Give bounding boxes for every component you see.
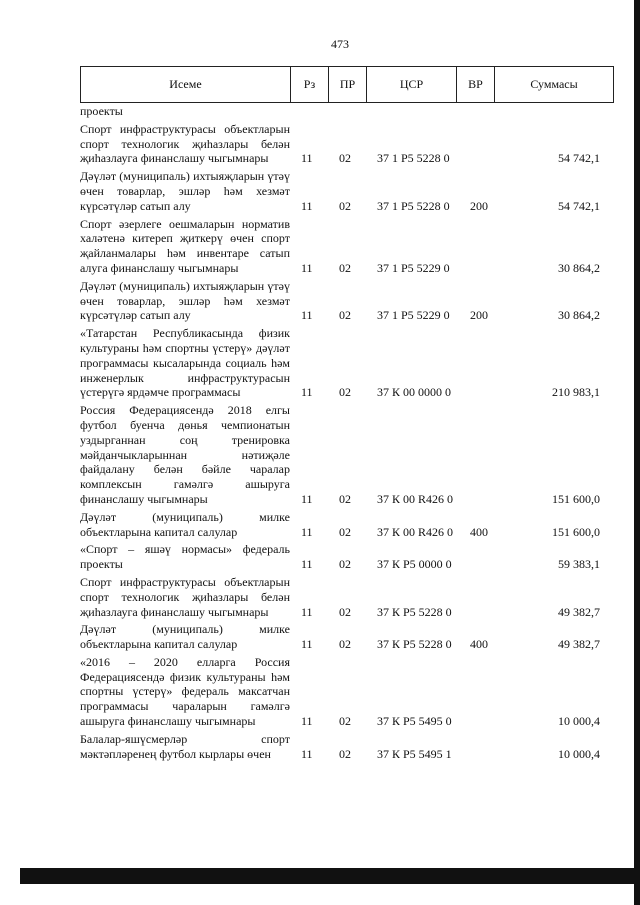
table-row	[80, 542, 620, 572]
row-csr: 37 К Р5 5228 0	[377, 604, 452, 619]
row-sum: 10 000,4	[558, 714, 600, 729]
row-csr: 37 К Р5 5228 0	[377, 637, 452, 652]
row-pr: 02	[339, 260, 351, 275]
row-pr: 02	[339, 198, 351, 213]
row-pr: 02	[339, 557, 351, 572]
row-vr: 400	[470, 524, 488, 539]
row-vr: 400	[470, 637, 488, 652]
row-sum: 54 742,1	[558, 198, 600, 213]
row-csr: 37 К Р5 0000 0	[377, 557, 452, 572]
row-pr: 02	[339, 746, 351, 761]
header-vr: ВР	[457, 67, 495, 102]
row-vr: 200	[470, 308, 488, 323]
row-rz: 11	[301, 491, 313, 506]
row-name: Спорт инфраструктурасы объектларын спорт технологик җиһазлары белән җиһазлауга финанслашу чыгымнары	[80, 574, 290, 619]
row-csr: 37 1 Р5 5229 0	[377, 260, 450, 275]
row-name: Дәүләт (муниципаль) ихтыяҗларын үтәү өчен товарлар, эшләр һәм хезмәт күрсәтүләр сатып алу	[80, 278, 290, 323]
row-csr: 37 К Р5 5495 1	[377, 746, 452, 761]
row-pr: 02	[339, 308, 351, 323]
header-pr: ПР	[329, 67, 367, 102]
row-sum: 49 382,7	[558, 637, 600, 652]
row-pr: 02	[339, 637, 351, 652]
table-row	[80, 217, 620, 276]
table-row	[80, 279, 620, 323]
row-name: «Спорт – яшәү нормасы» федераль проекты	[80, 542, 290, 572]
row-sum: 10 000,4	[558, 746, 600, 761]
page-number: 473	[331, 37, 349, 51]
row-sum: 151 600,0	[552, 491, 600, 506]
row-sum: 30 864,2	[558, 308, 600, 323]
table-row	[80, 732, 620, 762]
row-pr: 02	[339, 524, 351, 539]
row-name: Дәүләт (муниципаль) милке объектларына капитал салулар	[80, 509, 290, 539]
table-row	[80, 575, 620, 619]
row-pr: 02	[339, 151, 351, 166]
row-sum: 49 382,7	[558, 604, 600, 619]
row-vr: 200	[470, 198, 488, 213]
row-rz: 11	[301, 746, 313, 761]
table-row	[80, 403, 620, 507]
row-rz: 11	[301, 604, 313, 619]
header-name: Исеме	[81, 67, 291, 102]
row-rz: 11	[301, 385, 313, 400]
row-csr: 37 1 Р5 5228 0	[377, 198, 450, 213]
scan-edge-shadow	[634, 0, 640, 905]
row-pr: 02	[339, 714, 351, 729]
row-sum: 151 600,0	[552, 524, 600, 539]
row-name: «2016 – 2020 елларга Россия Федерациясендә физик культураны һәм спортны үстерү» федераль максатчан программасы чараларын гамәлгә ашыруга финанслашу чыгымнары	[80, 654, 290, 729]
header-csr: ЦСР	[367, 67, 457, 102]
table-row	[80, 326, 620, 400]
header-sum: Суммасы	[530, 77, 578, 91]
table-row	[80, 169, 620, 213]
table-row	[80, 510, 620, 540]
row-csr: 37 К Р5 5495 0	[377, 714, 452, 729]
row-csr: 37 1 Р5 5228 0	[377, 151, 450, 166]
scan-bottom-shadow	[20, 868, 640, 884]
row-rz: 11	[301, 151, 313, 166]
row-csr: 37 К 00 R426 0	[377, 524, 454, 539]
row-rz: 11	[301, 260, 313, 275]
row-sum: 210 983,1	[552, 385, 600, 400]
row-csr: 37 1 Р5 5229 0	[377, 308, 450, 323]
row-pr: 02	[339, 385, 351, 400]
row-sum: 30 864,2	[558, 260, 600, 275]
row-rz: 11	[301, 524, 313, 539]
row-name: Дәүләт (муниципаль) милке объектларына капитал салулар	[80, 622, 290, 652]
row-sum: 54 742,1	[558, 151, 600, 166]
row-name: Спорт әзерлеге оешмаларын норматив халәтенә китереп җиткерү өчен спорт җайланмалары һәм инвентаре сатып алуга финанслашу чыгымнары	[80, 216, 290, 275]
table-row	[80, 655, 620, 729]
row-rz: 11	[301, 637, 313, 652]
row-name: проекты	[80, 104, 123, 118]
row-name: «Татарстан Республикасында физик культураны һәм спортны үстерү» дәүләт программасы кысаларында социаль һәм инженерлык инфраструктурасын үстерүгә ярдәмче программасы	[80, 326, 290, 400]
table-row	[80, 622, 620, 652]
row-rz: 11	[301, 198, 313, 213]
row-sum: 59 383,1	[558, 557, 600, 572]
row-name: Дәүләт (муниципаль) ихтыяҗларын үтәү өчен товарлар, эшләр һәм хезмәт күрсәтүләр сатып алу	[80, 169, 290, 213]
row-name: Балалар-яшүсмерләр спорт мәктәпләренең футбол кырлары өчен	[80, 731, 290, 761]
row-name: Россия Федерациясендә 2018 елгы футбол буенча дөнья чемпионатын уздырганнан соң тренировка мәйданчыкларыннан нәтиҗәле файдалану белән бәйле чаралар комплексын гамәлгә ашыруга финанслашу чыгымнары	[80, 403, 290, 506]
table-body	[80, 104, 620, 761]
header-rz: Рз	[291, 67, 329, 102]
table-row	[80, 104, 620, 119]
row-name: Спорт инфраструктурасы объектларын спорт технологик җиһазлары белән җиһазлауга финанслашу чыгымнары	[80, 121, 290, 166]
row-rz: 11	[301, 308, 313, 323]
row-pr: 02	[339, 491, 351, 506]
row-csr: 37 К 00 R426 0	[377, 491, 454, 506]
row-csr: 37 К 00 0000 0	[377, 385, 452, 400]
table-header	[80, 66, 614, 103]
row-rz: 11	[301, 557, 313, 572]
row-pr: 02	[339, 604, 351, 619]
table-row	[80, 122, 620, 166]
row-rz: 11	[301, 714, 313, 729]
